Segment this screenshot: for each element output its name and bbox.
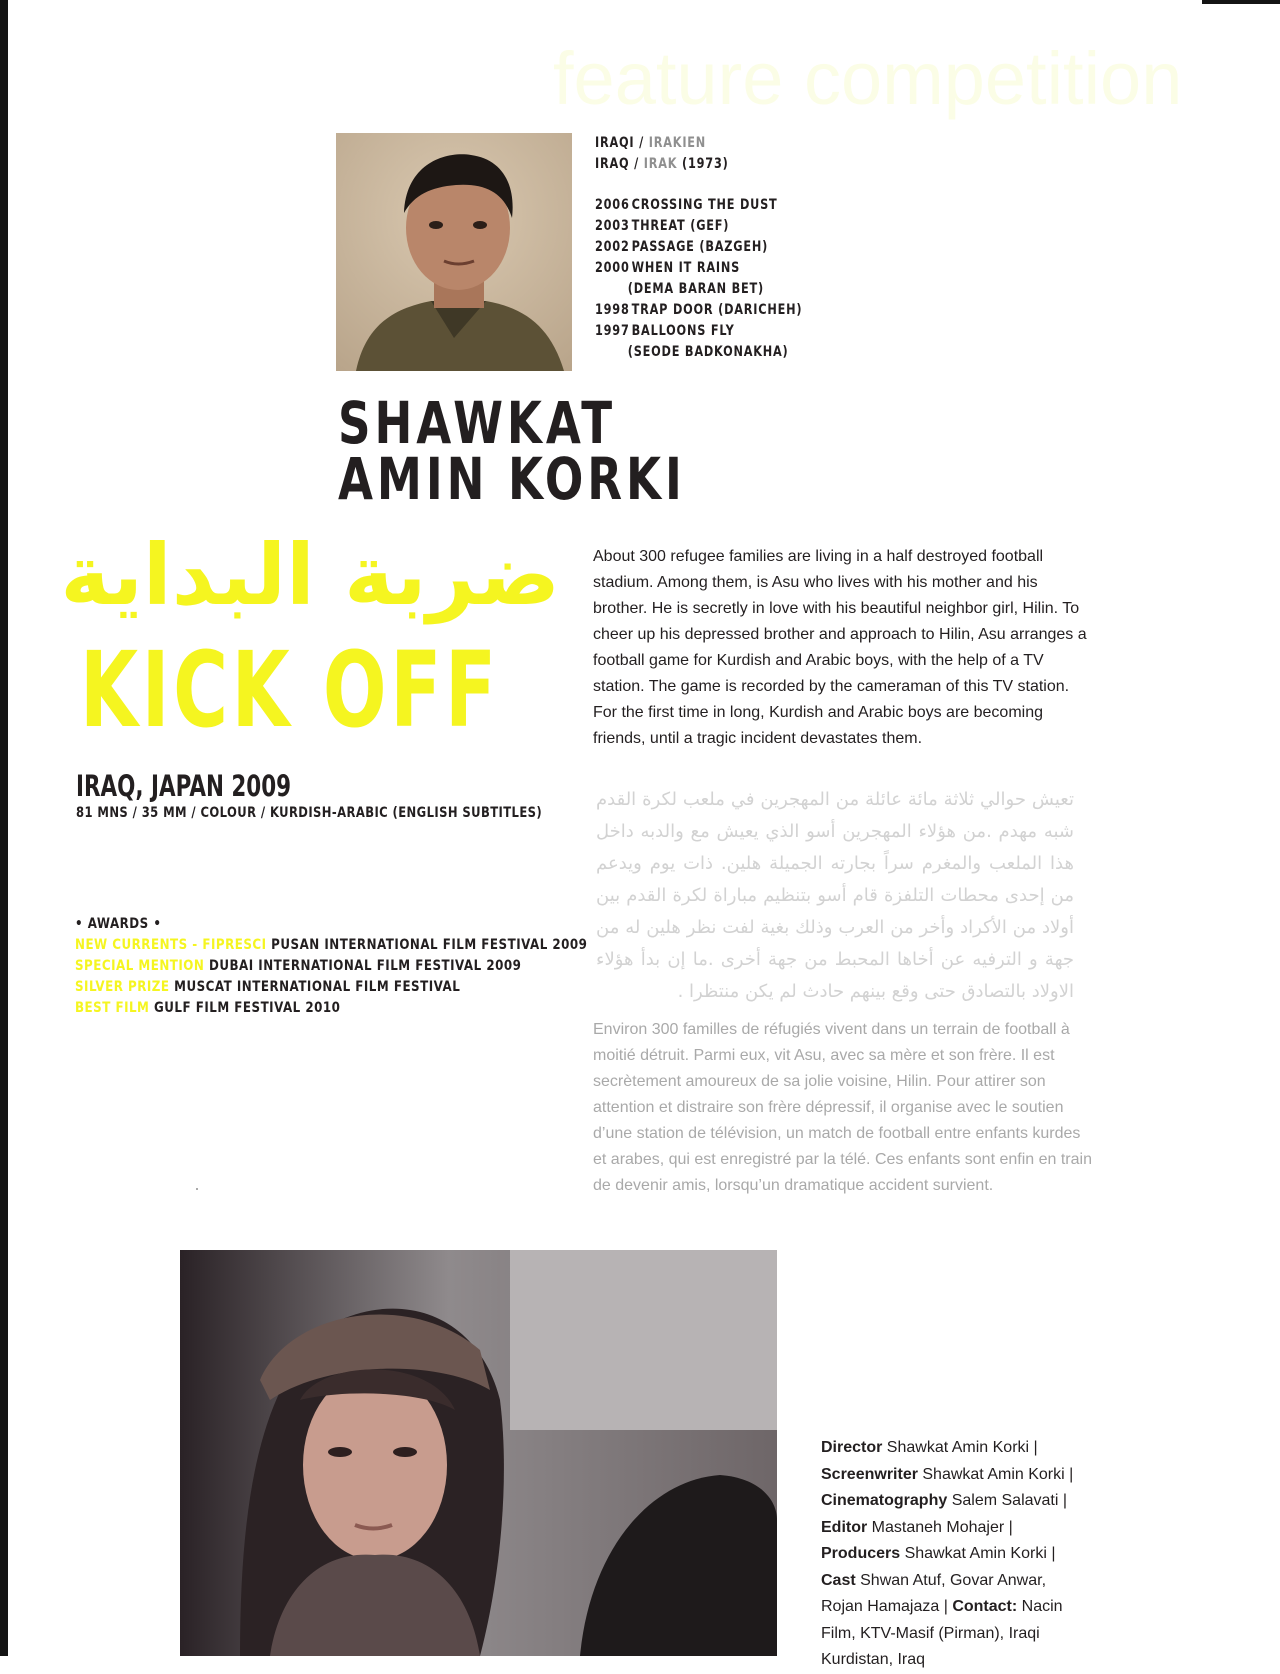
country-year: IRAQ, JAPAN 2009 [76, 769, 292, 803]
director-bio [595, 133, 802, 363]
filmography-original-title: (DEMA BARAN BET) [627, 281, 764, 297]
filmography-item [595, 258, 802, 279]
corner-bar [1202, 0, 1280, 4]
filmography-year: 2002 [595, 239, 630, 255]
filmography-year: 2003 [595, 218, 630, 234]
film-title-english: KICK OFF [80, 629, 500, 751]
filmography-title: WHEN IT RAINS [631, 260, 741, 276]
award-item [75, 998, 587, 1019]
credit-value: Salem Salavati | [947, 1492, 1068, 1509]
director-name: SHAWKAT AMIN KORKI [338, 389, 686, 513]
credit-role: Cast [821, 1571, 856, 1589]
synopsis-arabic: تعيش حوالي ثلاثة مائة عائلة من المهجرين في ملعب لكرة القدم شبه مهدم .من هؤلاء المهجرين أسو الذي يعيش مع والدبه داخل هذا الملعب والمغرم سراً بجارته الجميلة هلين. ذات يوم ويدعم من إحدى محطات التلفزة قام أسو بتنظيم مباراة لكرة القدم بين أولاد من الأكراد وأخر من العرب وذلك بغية لفت نظر هلين له من جهة و الترفيه عن أخاها المحبط من جهة أخرى .ما إن بدأ هؤلاء الاولاد بالتصادق حتى وقع بينهم حادث لم يكن منتظرا . [596, 789, 1074, 1002]
filmography-item [595, 300, 802, 321]
nationality-line: IRAQI / IRAKIEN [595, 135, 707, 151]
credits-block [821, 1435, 1081, 1674]
credit-value: Nacin Film, KTV-Masif (Pirman), Iraqi Kurdistan, Iraq [821, 1598, 1063, 1668]
birthplace-line: IRAQ / IRAK (1973) [595, 156, 729, 172]
filmography-year: 1998 [595, 302, 630, 318]
filmography-title: BALLOONS FLY [631, 323, 735, 339]
filmography-year: 1997 [595, 323, 630, 339]
awards-section [75, 914, 587, 1019]
award-item [75, 977, 587, 998]
filmography-item [595, 195, 802, 216]
print-speck [196, 1188, 198, 1190]
filmography-year: 2006 [595, 197, 630, 213]
director-portrait [336, 133, 572, 371]
filmography-item [595, 321, 802, 342]
filmography-item [595, 216, 802, 237]
credit-role: Contact: [952, 1598, 1018, 1615]
filmography-item [595, 237, 802, 258]
credit-value: Shawkat Amin Korki | [900, 1545, 1056, 1562]
technical-info: 81 MNS / 35 MM / COLOUR / KURDISH-ARABIC (ENGLISH SUBTITLES) [76, 805, 543, 821]
award-item [75, 935, 587, 956]
credit-value: Shawkat Amin Korki | [882, 1439, 1038, 1456]
synopsis-english: About 300 refugee families are living in a half destroyed football stadium. Among them, is Asu who lives with his mother and his brother. He is secretly in love with his beautiful neighbor girl, Hilin. To cheer up his depressed brother and approach to Hilin, Asu arranges a football game for Kurdish and Arabic boys, with the help of a TV station. The game is recorded by the cameraman of this TV station. For the first time in long, Kurdish and Arabic boys are becoming friends, until a tragic incident devastates them. [593, 548, 1087, 747]
award-festival: MUSCAT INTERNATIONAL FILM FESTIVAL [174, 979, 461, 995]
award-festival: PUSAN INTERNATIONAL FILM FESTIVAL 2009 [271, 937, 588, 953]
synopsis-french: Environ 300 familles de réfugiés vivent dans un terrain de football à moitié détruit. Parmi eux, vit Asu, avec sa mère et son frère. Il est secrètement amoureux de sa jolie voisine, Hilin. Pour attirer son attention et distraire son frère dépressif, il organise avec le soutien d’une station de télévision, un match de football entre enfants kurdes et arabes, qui est enregistré par la télé. Ces enfants sont enfin en train de devenir amis, lorsqu’un dramatique accident survient. [593, 1021, 1092, 1194]
filmography-list [595, 195, 802, 363]
section-watermark: feature competition [553, 37, 1183, 120]
page-edge [0, 0, 8, 1656]
credit-role: Producers [821, 1545, 901, 1562]
filmography-title: CROSSING THE DUST [631, 197, 778, 213]
award-prize: SPECIAL MENTION [75, 958, 205, 974]
film-still [180, 1250, 777, 1656]
film-title-arabic: ضربة البداية [60, 526, 560, 624]
awards-heading: • AWARDS • [75, 916, 162, 932]
award-festival: GULF FILM FESTIVAL 2010 [154, 1000, 341, 1016]
awards-list [75, 935, 587, 1019]
credit-value: Shwan Atuf, Govar Anwar, Rojan Hamajaza | [821, 1571, 1047, 1615]
filmography-title: TRAP DOOR (DARICHEH) [631, 302, 803, 318]
filmography-title: PASSAGE (BAZGEH) [631, 239, 769, 255]
filmography-title: THREAT (GEF) [631, 218, 730, 234]
award-prize: BEST FILM [75, 1000, 150, 1016]
credit-role: Editor [821, 1518, 868, 1536]
credit-role: Director [821, 1439, 883, 1456]
credit-value: Mastaneh Mohajer | [867, 1518, 1013, 1536]
award-festival: DUBAI INTERNATIONAL FILM FESTIVAL 2009 [208, 958, 522, 974]
award-prize: SILVER PRIZE [75, 979, 170, 995]
credit-role: Screenwriter [821, 1465, 918, 1483]
credit-role: Cinematography [821, 1492, 948, 1509]
credit-value: Shawkat Amin Korki | [917, 1465, 1074, 1483]
award-item [75, 956, 587, 977]
filmography-year: 2000 [595, 260, 630, 276]
filmography-original-title: (SEODE BADKONAKHA) [627, 344, 789, 360]
award-prize: NEW CURRENTS - FIPRESCI [75, 937, 267, 953]
